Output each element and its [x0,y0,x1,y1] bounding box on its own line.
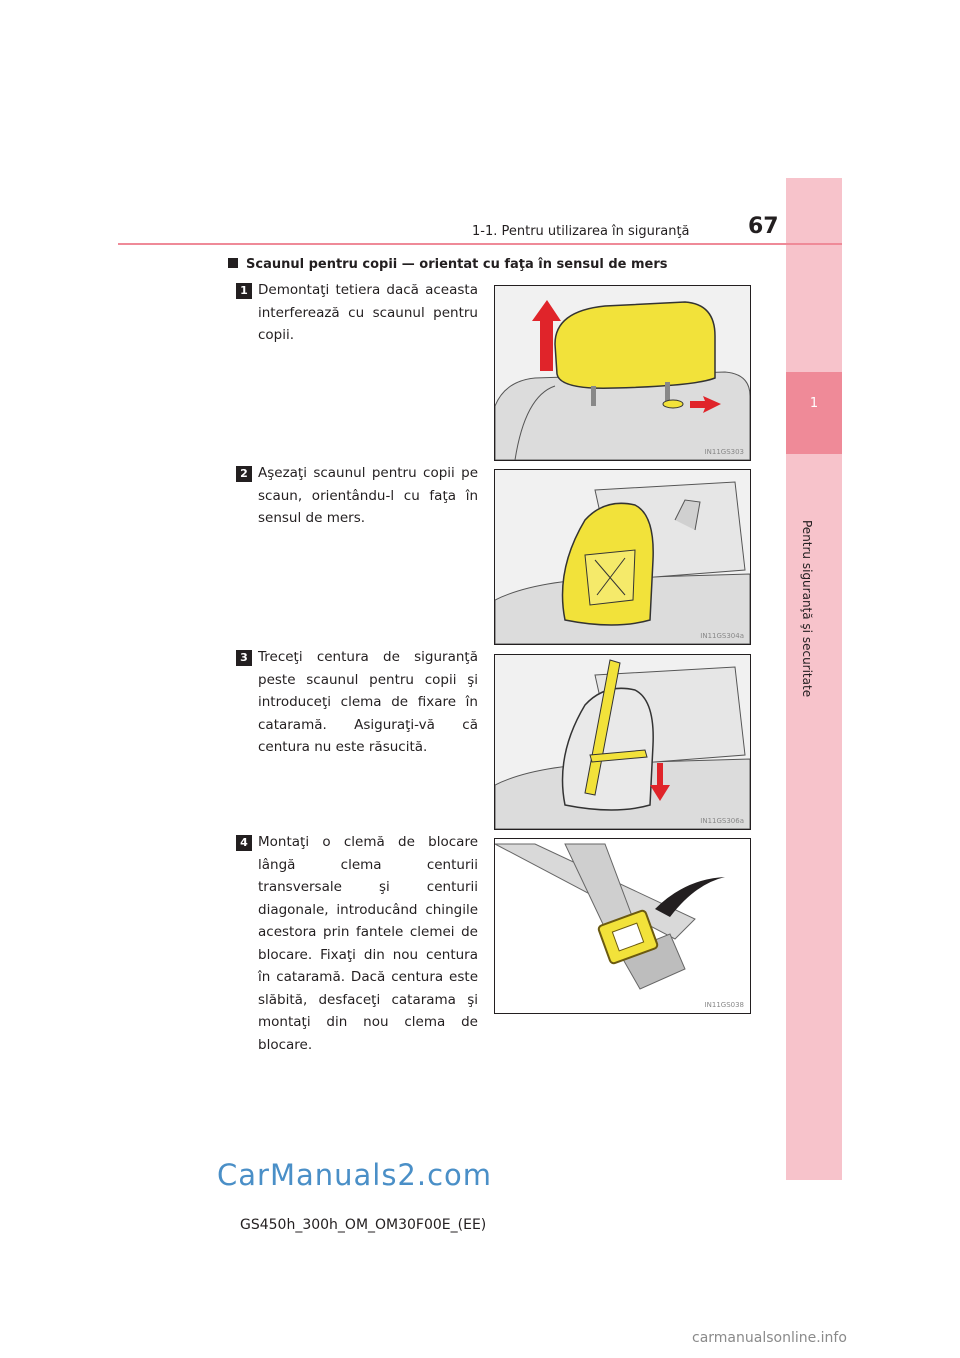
pointer-arrow-icon [655,877,725,917]
chapter-number-box [786,372,842,454]
page-number: 67 [748,214,779,239]
subheading-text: Scaunul pentru copii — orientat cu faţa în sensul de mers [246,257,668,272]
chapter-side-tab [786,178,842,1180]
chapter-label: Pentru siguranţă şi securitate [800,520,814,698]
document-code: GS450h_300h_OM_OM30F00E_(EE) [240,1217,487,1233]
step-number-4: 4 [236,835,252,851]
chapter-number: 1 [809,396,819,411]
child-seat-illustration [495,470,750,644]
step-text-1: Demontaţi tetiera dacă aceasta interferează cu scaunul pentru copii. [258,282,478,343]
figure-seatbelt-routing [494,654,751,830]
step-number-1: 1 [236,283,252,299]
figure-locking-clip [494,838,751,1014]
figure-code-4: IN11GS038 [704,1001,744,1009]
figure-code-1: IN11GS303 [704,448,744,456]
figure-code-3: IN11GS306a [700,817,744,825]
header-divider [118,243,842,245]
step-text-4: Montaţi o clemă de blocare lângă clema centurii transversale şi centurii diagonale, introducând chingile acestora prin fantele clemei de blocare. Fixaţi din nou centura în cataramă. Dacă centura este slăbită, desfaceţi catarama şi montaţi din nou clema de blocare. [258,834,478,1053]
headrest-illustration [495,286,750,460]
figure-headrest-removal [494,285,751,461]
step-number-2: 2 [236,466,252,482]
locking-clip-illustration [495,839,750,1013]
watermark-online: carmanualsonline.info [692,1330,847,1346]
figure-child-seat-placement [494,469,751,645]
subheading [228,257,667,272]
section-title: 1-1. Pentru utilizarea în siguranţă [472,224,690,239]
step-number-3: 3 [236,650,252,666]
seatbelt-illustration [495,655,750,829]
figure-code-2: IN11GS304a [700,632,744,640]
step-text-3: Treceţi centura de siguranţă peste scaunul pentru copii şi introduceţi clema de fixare în cataramă. Asiguraţi-vă că centura nu este răsucită. [258,649,478,755]
bullet-square-icon [228,258,238,268]
watermark-carmanuals: CarManuals2.com [217,1158,493,1192]
step-text-2: Aşezaţi scaunul pentru copii pe scaun, orientându-l cu faţa în sensul de mers. [258,465,478,526]
